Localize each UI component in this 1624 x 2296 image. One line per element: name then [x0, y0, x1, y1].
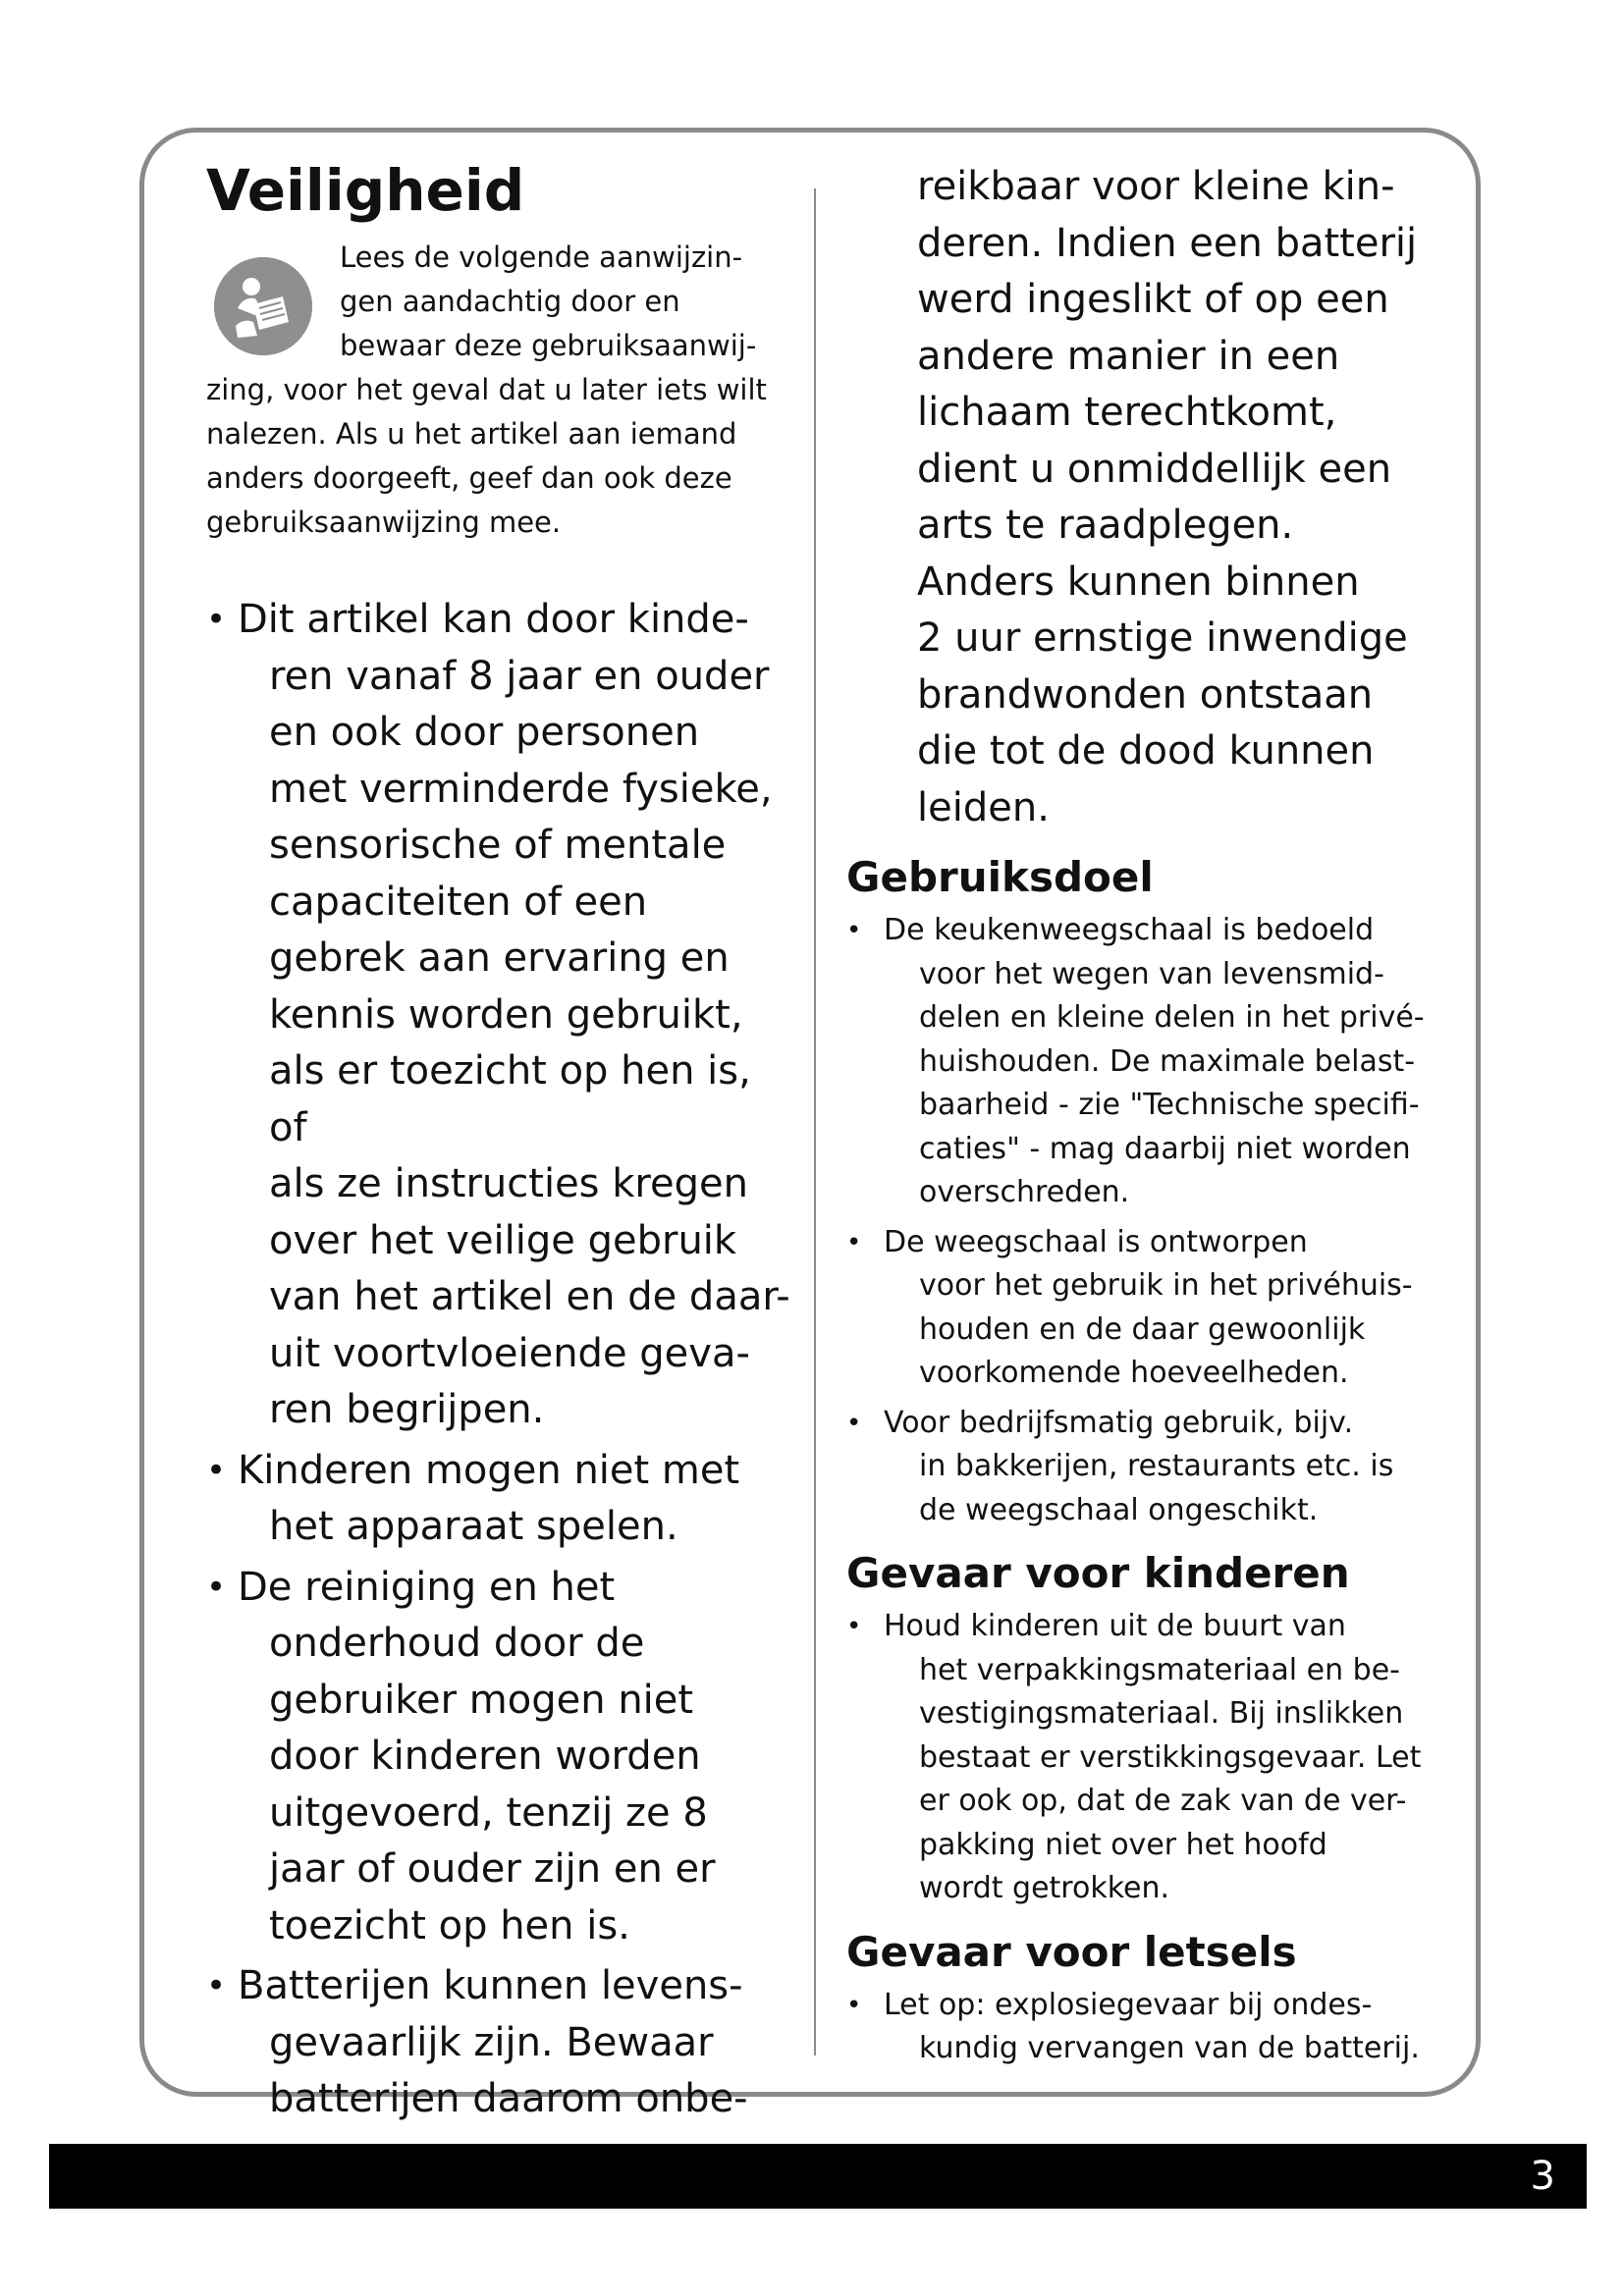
bullet-line: gebruiker mogen niet	[269, 1677, 694, 1723]
safety-bullet-item	[206, 1443, 795, 1556]
bullet-line: Houd kinderen uit de buurt van	[884, 1609, 1346, 1643]
intro-line: Lees de volgende aanwijzin-	[340, 240, 743, 274]
bullet-line: ren begrijpen.	[269, 1387, 545, 1432]
bullet-line: Batterijen kunnen levens-	[238, 1963, 743, 2008]
section-bullet-item	[846, 909, 1445, 1215]
bullet-line: toezicht op hen is.	[269, 1902, 630, 1949]
section-bullet-list	[846, 1605, 1445, 1911]
bullet-line: capaciteiten of een	[269, 879, 648, 925]
bullet-dot: •	[846, 1612, 862, 1641]
bullet-line: De reiniging en het	[238, 1564, 616, 1610]
bullet-line: gebrek aan ervaring en	[269, 935, 730, 981]
bullet-line: onderhoud door de	[269, 1621, 645, 1666]
bullet-line: baarheid - zie "Technische specifi-	[919, 1088, 1420, 1122]
page-number: 3	[1530, 2154, 1555, 2199]
section-bullet-list	[846, 909, 1445, 1532]
bullet-line: als ze instructies kregen	[269, 1161, 748, 1206]
bullet-line: over het veilige gebruik	[269, 1217, 737, 1263]
bullet-line: Anders kunnen binnen	[917, 559, 1360, 605]
bullet-line: en ook door personen	[269, 710, 700, 755]
safety-bullet-list	[206, 592, 795, 2128]
right-column	[846, 159, 1445, 2077]
bullet-line: sensorische of mentale	[269, 823, 727, 868]
section-bullet-item	[846, 1402, 1445, 1533]
bullet-dot: •	[846, 1990, 862, 2020]
bullet-line: voorkomende hoeveelheden.	[919, 1356, 1349, 1390]
section-bullet-item	[846, 1221, 1445, 1396]
bullet-line: uitgevoerd, tenzij ze 8	[269, 1789, 708, 1836]
section-heading: Gevaar voor letsels	[846, 1927, 1297, 1976]
bullet-line: uit voortvloeiende geva-	[269, 1330, 750, 1376]
bullet-line: lichaam terechtkomt,	[917, 390, 1337, 435]
footer-bar	[49, 2144, 1587, 2209]
intro-line: bewaar deze gebruiksaanwij-	[340, 329, 757, 362]
column-divider	[814, 188, 816, 2056]
bullet-line: overschreden.	[919, 1175, 1130, 1209]
bullet-line: brandwonden ontstaan	[917, 671, 1374, 718]
safety-bullet-item	[206, 592, 795, 1439]
bullet-line: Dit artikel kan door kinde-	[238, 597, 749, 642]
section-heading: Gebruiksdoel	[846, 853, 1154, 901]
bullet-line: als er toezicht op hen is, of	[269, 1048, 751, 1150]
bullet-line: Kinderen mogen niet met	[238, 1447, 740, 1493]
bullet-line: het apparaat spelen.	[269, 1504, 678, 1549]
bullet-line: reikbaar voor kleine kin-	[917, 164, 1395, 209]
bullet-dot: •	[846, 916, 862, 945]
safety-bullet-item	[206, 1560, 795, 1955]
bullet-line: kundig vervangen van de batterij.	[919, 2031, 1420, 2065]
bullet-line: voor het gebruik in het privéhuis-	[919, 1268, 1413, 1303]
bullet-line: van het artikel en de daar-	[269, 1274, 790, 1319]
bullet-line: met verminderde fysieke,	[269, 766, 773, 812]
bullet-dot: •	[846, 1408, 862, 1438]
intro-line: nalezen. Als u het artikel aan iemand	[206, 417, 737, 451]
safety-bullet-item	[206, 1958, 795, 2128]
bullet-line: door kinderen worden	[269, 1734, 701, 1779]
bullet-line: batterijen daarom onbe-	[269, 2076, 748, 2121]
bullet-dot: •	[206, 1966, 227, 2005]
bullet-line: bestaat er verstikkingsgevaar. Let	[919, 1739, 1422, 1775]
bullet-line: houden en de daar gewoonlijk	[919, 1311, 1366, 1347]
bullet-line: de weegschaal ongeschikt.	[919, 1492, 1319, 1527]
intro-line: gebruiksaanwijzing mee.	[206, 506, 562, 539]
bullet-line: delen en kleine delen in het privé-	[919, 1000, 1425, 1035]
bullet-line: Voor bedrijfsmatig gebruik, bijv.	[884, 1405, 1354, 1440]
bullet-line: pakking niet over het hoofd	[919, 1827, 1327, 1862]
bullet-dot: •	[846, 1227, 862, 1257]
read-manual-icon	[214, 257, 312, 355]
section-bullet-list	[846, 1984, 1445, 2071]
bullet-line: vestigingsmateriaal. Bij inslikken	[919, 1696, 1404, 1731]
bullet-line: die tot de dood kunnen	[917, 728, 1375, 774]
bullet-line: werd ingeslikt of op een	[917, 277, 1389, 322]
bullet-line: caties" - mag daarbij niet worden	[919, 1131, 1411, 1166]
section-bullet-item	[846, 1605, 1445, 1911]
bullet-line: voor het wegen van levensmid-	[919, 956, 1384, 991]
bullet-line: De weegschaal is ontworpen	[884, 1224, 1308, 1259]
page-title: Veiligheid	[206, 157, 525, 224]
section-heading: Gevaar voor kinderen	[846, 1549, 1350, 1597]
bullet-line: huishouden. De maximale belast-	[919, 1043, 1416, 1079]
intro-wrapped-text	[340, 236, 795, 368]
bullet-dot: •	[206, 600, 227, 639]
intro-line: zing, voor het geval dat u later iets wilt	[206, 373, 767, 406]
bullet-line: Let op: explosiegevaar bij ondes-	[884, 1987, 1373, 2022]
bullet-line: andere manier in een	[917, 333, 1340, 379]
intro-full-text	[206, 368, 795, 545]
bullet-line: deren. Indien een batterij	[917, 220, 1418, 266]
bullet-line: wordt getrokken.	[919, 1871, 1170, 1905]
section-bullet-item	[846, 1984, 1445, 2071]
bullet-line: er ook op, dat de zak van de ver-	[919, 1784, 1407, 1818]
bullet-line: het verpakkingsmateriaal en be-	[919, 1652, 1400, 1687]
battery-warning-continuation	[846, 159, 1445, 836]
bullet-line: 2 uur ernstige inwendige	[917, 615, 1408, 661]
bullet-dot: •	[206, 1567, 227, 1607]
bullet-line: De keukenweegschaal is bedoeld	[884, 913, 1375, 947]
left-column	[206, 151, 795, 2132]
bullet-line: dient u onmiddellijk een	[917, 446, 1392, 492]
bullet-line: ren vanaf 8 jaar en ouder	[269, 653, 770, 699]
bullet-line: kennis worden gebruikt,	[269, 991, 743, 1038]
bullet-line: leiden.	[917, 784, 1050, 830]
intro-line: anders doorgeeft, geef dan ook deze	[206, 461, 732, 495]
right-sections	[846, 850, 1445, 2071]
bullet-dot: •	[206, 1450, 227, 1490]
bullet-line: arts te raadplegen.	[917, 503, 1294, 548]
intro-block	[206, 236, 795, 545]
bullet-line: gevaarlijk zijn. Bewaar	[269, 2019, 714, 2065]
bullet-line: jaar of ouder zijn en er	[269, 1846, 716, 1892]
intro-line: gen aandachtig door en	[340, 285, 680, 318]
bullet-line: in bakkerijen, restaurants etc. is	[919, 1449, 1394, 1483]
